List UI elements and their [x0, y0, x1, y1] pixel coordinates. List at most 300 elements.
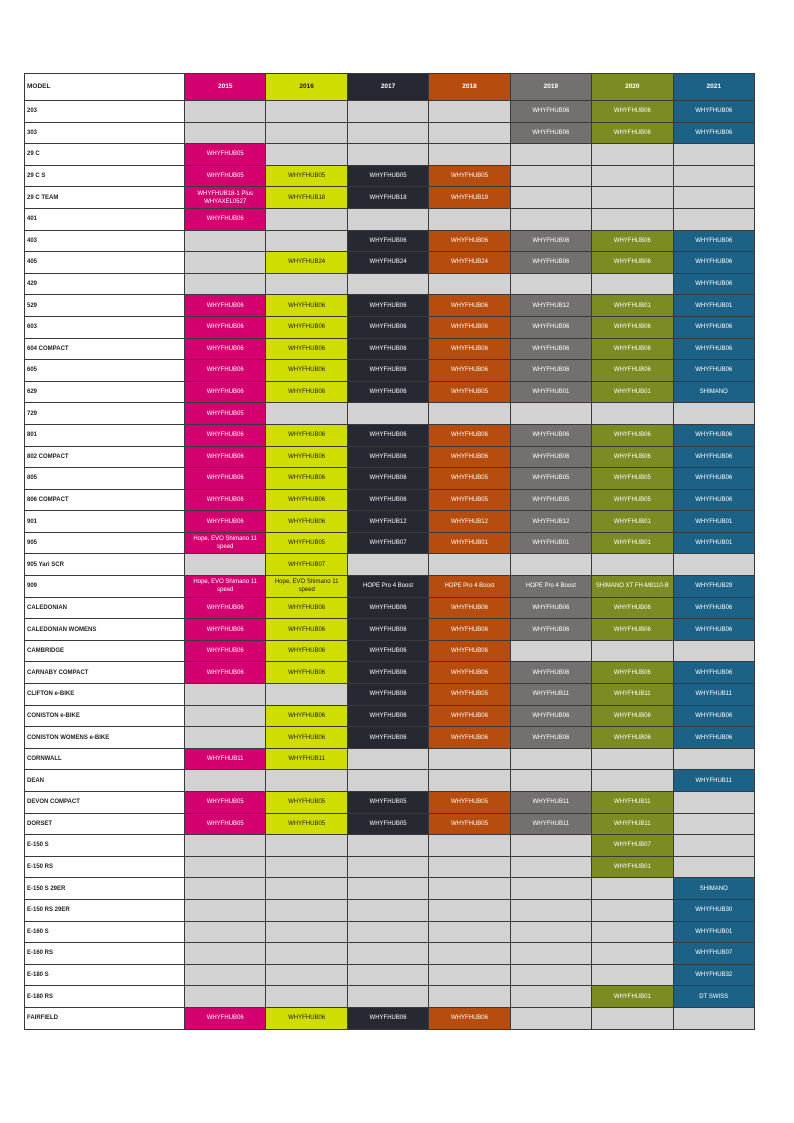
hub-cell-2018 [429, 597, 510, 619]
hub-cell-2020 [592, 532, 673, 554]
hub-cell-2020 [592, 230, 673, 252]
hub-cell-2017 [347, 705, 428, 727]
hub-cell-2020 [592, 144, 673, 166]
hub-part-number: WHYFHUB06 [450, 648, 488, 655]
hub-part-number: WHYFHUB05 [288, 799, 326, 806]
hub-part-number: WHYFHUB06 [369, 648, 407, 655]
hub-part-number: WHYFHUB06 [532, 324, 570, 331]
model-name-cell: CONISTON e-BIKE [25, 705, 185, 727]
table-row [25, 144, 755, 166]
hub-cell-2018 [429, 360, 510, 382]
hub-cell-2020 [592, 446, 673, 468]
model-name-cell: 905 Yari SCR [25, 554, 185, 576]
hub-cell-2017 [347, 532, 428, 554]
table-row [25, 943, 755, 965]
table-row [25, 1007, 755, 1029]
hub-part-number: WHYFHUB06 [288, 648, 326, 655]
hub-part-number: WHYFHUB12 [532, 518, 570, 525]
hub-part-number: WHYFHUB11 [695, 691, 733, 698]
hub-cell-2016 [266, 381, 347, 403]
hub-cell-2021 [673, 748, 754, 770]
hub-part-number: WHYFHUB06 [369, 302, 407, 309]
hub-cell-2021 [673, 856, 754, 878]
hub-cell-2019 [510, 403, 591, 425]
hub-cell-2018 [429, 101, 510, 123]
hub-cell-2019 [510, 619, 591, 641]
table-row [25, 252, 755, 274]
table-row [25, 705, 755, 727]
hub-part-number: WHYFHUB06 [206, 1015, 244, 1022]
hub-cell-2016 [266, 187, 347, 209]
hub-cell-2018 [429, 964, 510, 986]
hub-cell-2021 [673, 122, 754, 144]
hub-part-number: WHYFHUB05 [206, 799, 244, 806]
hub-cell-2020 [592, 381, 673, 403]
hub-part-number: WHYFHUB06 [288, 712, 326, 719]
table-row [25, 532, 755, 554]
hub-cell-2017 [347, 640, 428, 662]
hub-cell-2019 [510, 511, 591, 533]
hub-cell-2018 [429, 856, 510, 878]
hub-cell-2017 [347, 921, 428, 943]
hub-cell-2020 [592, 273, 673, 295]
hub-part-number: WHYFHUB06 [206, 518, 244, 525]
hub-part-number: WHYFHUB06 [613, 237, 651, 244]
hub-cell-2015 [185, 532, 266, 554]
hub-cell-2015 [185, 748, 266, 770]
hub-part-number: WHYFHUB06 [695, 432, 733, 439]
hub-part-number: WHYFHUB06 [613, 669, 651, 676]
hub-cell-2017 [347, 619, 428, 641]
hub-part-number: WHYFHUB11 [614, 691, 651, 698]
hub-part-number: WHYFHUB06 [450, 367, 488, 374]
hub-cell-2018 [429, 792, 510, 814]
hub-part-number: WHYFHUB06 [288, 518, 326, 525]
hub-part-number: WHYFHUB07 [695, 950, 733, 957]
model-name-cell: 29 C [25, 144, 185, 166]
hub-cell-2017 [347, 662, 428, 684]
hub-part-number: WHYFHUB06 [369, 1015, 407, 1022]
hub-part-number: WHYFHUB01 [613, 302, 651, 309]
hub-cell-2019 [510, 792, 591, 814]
hub-part-number: WHYFHUB06 [450, 734, 488, 741]
hub-part-number: WHYFHUB11 [288, 756, 325, 763]
hub-cell-2018 [429, 921, 510, 943]
model-name-cell: DEAN [25, 770, 185, 792]
hub-cell-2021 [673, 1007, 754, 1029]
hub-part-number: WHYFHUB06 [369, 475, 407, 482]
hub-cell-2020 [592, 101, 673, 123]
model-name-cell: E-150 RS 29ER [25, 899, 185, 921]
hub-cell-2015 [185, 1007, 266, 1029]
hub-cell-2017 [347, 273, 428, 295]
hub-cell-2018 [429, 899, 510, 921]
hub-cell-2017 [347, 899, 428, 921]
hub-part-number: WHYFHUB06 [532, 432, 570, 439]
hub-cell-2018 [429, 273, 510, 295]
hub-cell-2019 [510, 921, 591, 943]
hub-part-number: WHYFHUB06 [695, 345, 733, 352]
hub-cell-2016 [266, 640, 347, 662]
model-name-cell: E-150 S 29ER [25, 878, 185, 900]
hub-cell-2020 [592, 684, 673, 706]
hub-cell-2017 [347, 403, 428, 425]
hub-part-number: WHYFHUB06 [532, 367, 570, 374]
hub-part-number: WHYFHUB06 [695, 259, 733, 266]
hub-part-number: WHYFHUB05 [532, 496, 570, 503]
hub-cell-2018 [429, 986, 510, 1008]
hub-cell-2020 [592, 964, 673, 986]
hub-part-number: WHYFHUB06 [695, 108, 733, 115]
hub-part-number: WHYFHUB12 [369, 518, 407, 525]
hub-cell-2021 [673, 532, 754, 554]
hub-cell-2018 [429, 511, 510, 533]
hub-part-number: WHYFHUB06 [288, 367, 326, 374]
hub-part-number: WHYFHUB06 [450, 324, 488, 331]
hub-part-number: WHYFHUB06 [206, 367, 244, 374]
hub-cell-2020 [592, 1007, 673, 1029]
hub-cell-2017 [347, 122, 428, 144]
hub-cell-2021 [673, 208, 754, 230]
hub-part-number: WHYFHUB06 [206, 604, 244, 611]
hub-part-number: WHYFHUB06 [532, 669, 570, 676]
hub-part-number: Hope, EVO Shimano 11 speed [274, 579, 339, 594]
hub-cell-2016 [266, 792, 347, 814]
model-name-cell: 29 C TEAM [25, 187, 185, 209]
model-name-cell: 605 [25, 360, 185, 382]
hub-part-number: WHYFHUB06 [532, 734, 570, 741]
hub-part-number: WHYFHUB11 [614, 820, 651, 827]
hub-cell-2016 [266, 662, 347, 684]
hub-part-number: WHYFHUB01 [695, 540, 733, 547]
hub-cell-2016 [266, 748, 347, 770]
hub-cell-2019 [510, 360, 591, 382]
table-row [25, 381, 755, 403]
hub-part-number: WHYFHUB06 [369, 237, 407, 244]
hub-cell-2021 [673, 619, 754, 641]
hub-part-number: WHYFHUB18 [288, 194, 326, 201]
hub-part-number: WHYFHUB06 [613, 626, 651, 633]
hub-cell-2016 [266, 403, 347, 425]
hub-cell-2019 [510, 424, 591, 446]
hub-cell-2016 [266, 684, 347, 706]
hub-cell-2017 [347, 1007, 428, 1029]
table-row [25, 208, 755, 230]
hub-part-number: WHYFHUB06 [695, 281, 733, 288]
hub-part-number: WHYFHUB11 [532, 820, 570, 827]
model-name-cell: CONISTON WOMENS e-BIKE [25, 727, 185, 749]
table-row [25, 597, 755, 619]
hub-part-number: WHYFHUB30 [695, 907, 733, 914]
hub-cell-2015 [185, 576, 266, 598]
hub-part-number: WHYFHUB11 [206, 756, 244, 763]
hub-cell-2016 [266, 986, 347, 1008]
hub-cell-2018 [429, 403, 510, 425]
hub-cell-2021 [673, 899, 754, 921]
table-row [25, 295, 755, 317]
table-row [25, 921, 755, 943]
hub-cell-2019 [510, 230, 591, 252]
hub-cell-2021 [673, 943, 754, 965]
hub-cell-2015 [185, 964, 266, 986]
model-name-cell: E-180 RS [25, 986, 185, 1008]
model-name-cell: CALEDONIAN [25, 597, 185, 619]
hub-part-number: WHYFHUB06 [695, 734, 733, 741]
hub-cell-2017 [347, 338, 428, 360]
hub-part-number: WHYFHUB06 [695, 496, 733, 503]
hub-part-number: HOPE Pro 4 Boost [444, 583, 495, 590]
hub-cell-2017 [347, 835, 428, 857]
hub-cell-2017 [347, 468, 428, 490]
hub-cell-2019 [510, 381, 591, 403]
hub-cell-2021 [673, 187, 754, 209]
hub-part-number: WHYFHUB24 [450, 259, 488, 266]
hub-part-number: WHYFHUB05 [613, 475, 651, 482]
hub-part-number: WHYFHUB05 [450, 820, 488, 827]
year-header-2017: 2017 [347, 74, 428, 101]
hub-part-number: WHYFHUB29 [695, 583, 733, 590]
hub-part-number: WHYFHUB05 [450, 173, 488, 180]
model-name-cell: 203 [25, 101, 185, 123]
hub-cell-2019 [510, 748, 591, 770]
hub-part-number: WHYFHUB06 [369, 324, 407, 331]
hub-cell-2020 [592, 597, 673, 619]
hub-part-number: WHYFHUB06 [206, 626, 244, 633]
table-row [25, 554, 755, 576]
hub-part-number: WHYFHUB05 [288, 820, 326, 827]
hub-cell-2016 [266, 770, 347, 792]
hub-cell-2018 [429, 532, 510, 554]
hub-part-number: WHYFHUB01 [532, 389, 570, 396]
hub-cell-2017 [347, 727, 428, 749]
model-name-cell: CARNABY COMPACT [25, 662, 185, 684]
hub-part-number: WHYFHUB06 [369, 496, 407, 503]
hub-cell-2019 [510, 856, 591, 878]
year-header-2021: 2021 [673, 74, 754, 101]
hub-part-number: WHYFHUB06 [450, 1015, 488, 1022]
hub-part-number: WHYFHUB01 [613, 518, 651, 525]
hub-cell-2020 [592, 360, 673, 382]
hub-part-number: WHYFHUB11 [532, 691, 570, 698]
hub-cell-2015 [185, 921, 266, 943]
model-name-cell: 802 COMPACT [25, 446, 185, 468]
hub-cell-2019 [510, 252, 591, 274]
hub-part-number: WHYFHUB05 [369, 173, 407, 180]
hub-cell-2021 [673, 446, 754, 468]
hub-cell-2015 [185, 554, 266, 576]
year-header-2016: 2016 [266, 74, 347, 101]
hub-cell-2016 [266, 943, 347, 965]
hub-part-number: WHYFHUB06 [206, 496, 244, 503]
hub-cell-2016 [266, 532, 347, 554]
hub-cell-2020 [592, 165, 673, 187]
model-name-cell: E-160 RS [25, 943, 185, 965]
hub-cell-2018 [429, 943, 510, 965]
hub-cell-2018 [429, 208, 510, 230]
hub-cell-2019 [510, 122, 591, 144]
hub-cell-2016 [266, 338, 347, 360]
table-row [25, 662, 755, 684]
hub-part-number: WHYFHUB06 [206, 475, 244, 482]
hub-part-number: WHYFHUB06 [613, 324, 651, 331]
hub-part-number: SHIMANO [699, 389, 728, 396]
hub-part-number: WHYFHUB06 [695, 324, 733, 331]
hub-cell-2021 [673, 597, 754, 619]
hub-cell-2015 [185, 468, 266, 490]
hub-part-number: WHYFHUB05 [613, 496, 651, 503]
hub-cell-2015 [185, 792, 266, 814]
hub-part-number: WHYFHUB05 [206, 173, 244, 180]
hub-cell-2016 [266, 295, 347, 317]
hub-part-number: WHYFHUB06 [206, 216, 244, 223]
hub-part-number: WHYFHUB06 [288, 496, 326, 503]
hub-cell-2016 [266, 252, 347, 274]
model-name-cell: 604 COMPACT [25, 338, 185, 360]
hub-cell-2021 [673, 684, 754, 706]
hub-cell-2017 [347, 230, 428, 252]
hub-cell-2016 [266, 446, 347, 468]
hub-cell-2015 [185, 273, 266, 295]
hub-cell-2021 [673, 964, 754, 986]
hub-part-number: WHYFHUB06 [288, 475, 326, 482]
hub-part-number: WHYFHUB06 [532, 626, 570, 633]
hub-cell-2019 [510, 144, 591, 166]
hub-cell-2021 [673, 576, 754, 598]
hub-cell-2017 [347, 360, 428, 382]
hub-cell-2019 [510, 446, 591, 468]
hub-part-number: WHYFHUB06 [613, 453, 651, 460]
hub-cell-2016 [266, 489, 347, 511]
year-header-2020: 2020 [592, 74, 673, 101]
hub-cell-2017 [347, 424, 428, 446]
hub-part-number: WHYFHUB05 [450, 496, 488, 503]
hub-cell-2018 [429, 489, 510, 511]
hub-cell-2021 [673, 921, 754, 943]
hub-cell-2021 [673, 489, 754, 511]
hub-cell-2016 [266, 511, 347, 533]
hub-cell-2019 [510, 295, 591, 317]
table-row [25, 770, 755, 792]
hub-cell-2021 [673, 252, 754, 274]
hub-cell-2016 [266, 468, 347, 490]
hub-cell-2016 [266, 964, 347, 986]
model-name-cell: E-150 S [25, 835, 185, 857]
hub-cell-2021 [673, 273, 754, 295]
hub-cell-2017 [347, 489, 428, 511]
hub-cell-2017 [347, 878, 428, 900]
hub-part-number: WHYFHUB06 [695, 475, 733, 482]
hub-cell-2020 [592, 403, 673, 425]
hub-cell-2020 [592, 835, 673, 857]
hub-cell-2017 [347, 684, 428, 706]
hub-cell-2017 [347, 144, 428, 166]
hub-cell-2020 [592, 576, 673, 598]
hub-part-number: WHYFHUB06 [695, 626, 733, 633]
hub-cell-2016 [266, 835, 347, 857]
hub-cell-2015 [185, 144, 266, 166]
model-name-cell: 29 C S [25, 165, 185, 187]
hub-part-number: WHYFHUB05 [532, 475, 570, 482]
hub-cell-2015 [185, 295, 266, 317]
hub-cell-2016 [266, 101, 347, 123]
model-name-cell: 405 [25, 252, 185, 274]
hub-part-number: WHYFHUB06 [369, 691, 407, 698]
hub-part-number: HOPE Pro 4 Boost [525, 583, 576, 590]
hub-cell-2016 [266, 727, 347, 749]
hub-cell-2020 [592, 554, 673, 576]
hub-cell-2015 [185, 899, 266, 921]
hub-cell-2021 [673, 403, 754, 425]
hub-cell-2019 [510, 273, 591, 295]
header-row [25, 74, 755, 101]
hub-cell-2015 [185, 230, 266, 252]
hub-cell-2016 [266, 813, 347, 835]
hub-part-number: WHYFHUB06 [532, 129, 570, 136]
hub-cell-2020 [592, 187, 673, 209]
hub-cell-2020 [592, 295, 673, 317]
hub-cell-2021 [673, 554, 754, 576]
model-name-cell: 629 [25, 381, 185, 403]
hub-cell-2019 [510, 770, 591, 792]
hub-cell-2015 [185, 403, 266, 425]
hub-part-number: WHYFHUB06 [532, 604, 570, 611]
hub-cell-2019 [510, 101, 591, 123]
hub-part-number: WHYFHUB05 [450, 799, 488, 806]
hub-part-number: WHYFHUB24 [288, 259, 326, 266]
hub-cell-2021 [673, 230, 754, 252]
hub-part-number: WHYFHUB06 [613, 345, 651, 352]
hub-cell-2019 [510, 640, 591, 662]
model-name-cell: 729 [25, 403, 185, 425]
hub-cell-2018 [429, 295, 510, 317]
hub-part-number: Hope, EVO Shimano 11 speed [193, 536, 257, 551]
hub-cell-2019 [510, 705, 591, 727]
hub-cell-2021 [673, 165, 754, 187]
hub-cell-2020 [592, 770, 673, 792]
hub-part-number: WHYFHUB06 [288, 345, 326, 352]
hub-cell-2019 [510, 165, 591, 187]
table-row [25, 727, 755, 749]
hub-part-number: WHYFHUB06 [206, 345, 244, 352]
hub-cell-2015 [185, 705, 266, 727]
hub-cell-2021 [673, 144, 754, 166]
hub-part-number: WHYFHUB32 [695, 972, 733, 979]
hub-part-number: WHYFHUB05 [450, 389, 488, 396]
hub-part-number: WHYFHUB05 [450, 475, 488, 482]
hub-cell-2020 [592, 792, 673, 814]
hub-cell-2015 [185, 424, 266, 446]
hub-cell-2020 [592, 122, 673, 144]
hub-cell-2015 [185, 640, 266, 662]
hub-cell-2020 [592, 943, 673, 965]
hub-cell-2017 [347, 101, 428, 123]
hub-cell-2016 [266, 856, 347, 878]
table-row [25, 424, 755, 446]
hub-part-number: WHYFHUB05 [369, 799, 407, 806]
hub-part-number: WHYFHUB06 [450, 453, 488, 460]
hub-cell-2015 [185, 835, 266, 857]
hub-cell-2015 [185, 381, 266, 403]
hub-part-number: WHYFHUB06 [695, 604, 733, 611]
hub-cell-2015 [185, 187, 266, 209]
hub-part-number: WHYFHUB01 [613, 993, 651, 1000]
hub-cell-2017 [347, 554, 428, 576]
hub-cell-2020 [592, 640, 673, 662]
hub-cell-2018 [429, 554, 510, 576]
hub-cell-2020 [592, 813, 673, 835]
hub-part-number: WHYFHUB07 [288, 561, 326, 568]
model-name-cell: 806 COMPACT [25, 489, 185, 511]
